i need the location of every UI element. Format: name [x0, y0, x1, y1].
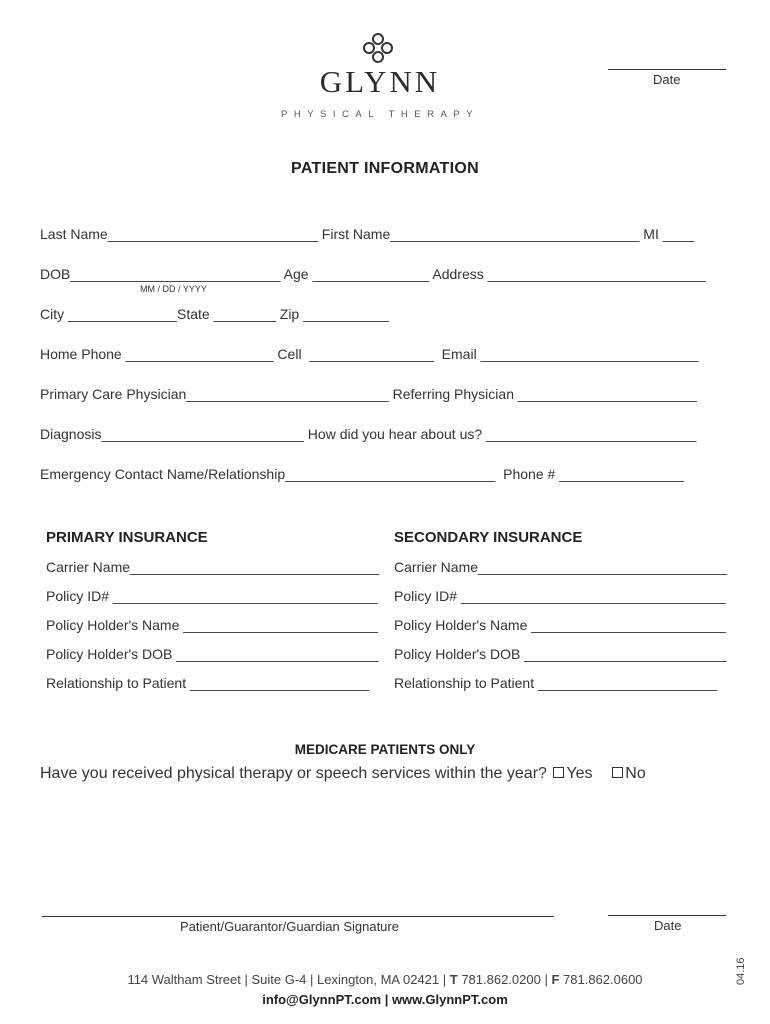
signature-date-label: Date — [654, 918, 682, 933]
form-title: PATIENT INFORMATION — [291, 160, 479, 177]
footer-address-line — [0, 972, 770, 987]
yes-checkbox[interactable] — [553, 767, 564, 778]
primary-holder-name-field[interactable]: Policy Holder's Name _________________________ — [46, 617, 378, 633]
footer-address: 114 Waltham Street | Suite G-4 | Lexington, MA 02421 | — [127, 972, 450, 987]
knot-logo-icon — [360, 30, 396, 66]
signature-line[interactable] — [42, 916, 554, 917]
date-line-top[interactable] — [608, 69, 726, 70]
primary-carrier-field[interactable]: Carrier Name________________________________ — [46, 559, 380, 575]
footer-phone-prefix: T — [449, 972, 458, 987]
brand-tagline: PHYSICAL THERAPY — [281, 109, 479, 120]
secondary-relationship-field[interactable]: Relationship to Patient _______________________ — [394, 675, 718, 691]
secondary-holder-name-field[interactable]: Policy Holder's Name _________________________ — [394, 617, 726, 633]
primary-relationship-field[interactable]: Relationship to Patient _______________________ — [46, 675, 370, 691]
signature-date-line[interactable] — [608, 915, 726, 916]
footer-contact[interactable]: info@GlynnPT.com | www.GlynnPT.com — [262, 992, 508, 1007]
footer-phone: 781.862.0200 | — [457, 972, 552, 987]
yes-label: Yes — [566, 765, 593, 782]
signature-label: Patient/Guarantor/Guardian Signature — [180, 919, 399, 934]
footer-fax-prefix: F — [551, 972, 560, 987]
primary-holder-dob-field[interactable]: Policy Holder's DOB __________________________ — [46, 646, 379, 662]
footer-fax: 781.862.0600 — [559, 972, 643, 987]
primary-policy-id-field[interactable]: Policy ID# __________________________________ — [46, 588, 378, 604]
medicare-heading: MEDICARE PATIENTS ONLY — [294, 742, 476, 757]
secondary-policy-id-field[interactable]: Policy ID# __________________________________ — [394, 588, 726, 604]
no-checkbox[interactable] — [612, 767, 623, 778]
form-version: 04.16 — [735, 957, 747, 985]
brand-name: GLYNN — [319, 64, 441, 99]
secondary-insurance-heading: SECONDARY INSURANCE — [394, 529, 583, 546]
city-state-zip-row[interactable]: City ______________State ________ Zip ___________ — [40, 306, 389, 322]
medicare-question-text: Have you received physical therapy or speech services within the year? — [40, 765, 552, 782]
emergency-contact-row[interactable]: Emergency Contact Name/Relationship___________________________ Phone # ________________ — [40, 466, 684, 482]
physician-row[interactable]: Primary Care Physician__________________________ Referring Physician _______________________ — [40, 386, 697, 402]
secondary-holder-dob-field[interactable]: Policy Holder's DOB __________________________ — [394, 646, 727, 662]
secondary-carrier-field[interactable]: Carrier Name________________________________ — [394, 559, 728, 575]
dob-format-hint: MM / DD / YYYY — [140, 284, 207, 294]
medicare-question — [40, 765, 646, 783]
name-row[interactable]: Last Name___________________________ First Name________________________________ MI ____ — [40, 226, 694, 242]
primary-insurance-heading: PRIMARY INSURANCE — [46, 529, 208, 546]
date-label-top: Date — [653, 72, 681, 87]
diagnosis-row[interactable]: Diagnosis__________________________ How did you hear about us? ___________________________ — [40, 426, 697, 442]
no-label: No — [625, 765, 646, 782]
phone-email-row[interactable]: Home Phone ___________________ Cell ________________ Email ____________________________ — [40, 346, 699, 362]
dob-age-address-row[interactable]: DOB___________________________ Age _______________ Address ____________________________ — [40, 266, 706, 282]
